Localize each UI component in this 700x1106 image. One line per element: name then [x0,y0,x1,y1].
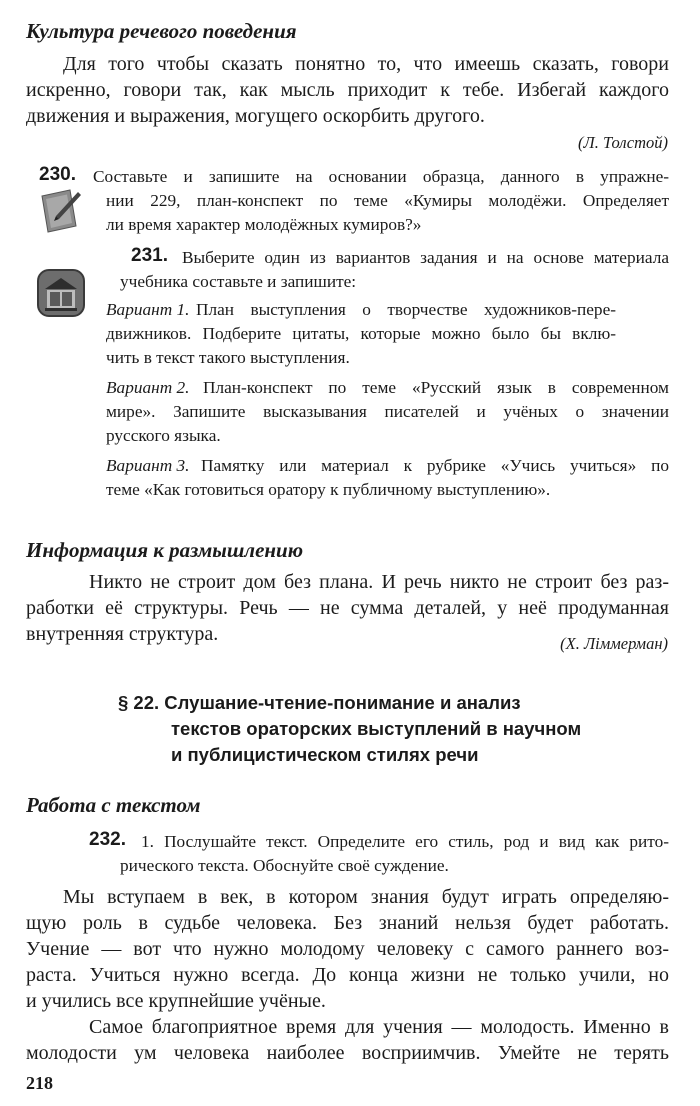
exercise-232-number: 232. [89,829,126,850]
section-heading-text-work: Работа с текстом [26,793,201,817]
pen-notebook-icon [36,186,84,236]
variant-3-line-1: Памятку или материал к рубрике «Учись учиться» по [201,456,669,475]
quote-line-1: Для того чтобы сказать понятно то, что имеешь сказать, говори [63,53,669,75]
quote-line-3: движения и выражения, могущего оскорбить другого. [26,105,485,127]
text-line-5: и учились все крупнейшие учёные. [26,990,326,1012]
variant-3-label: Вариант 3. [106,456,190,475]
text-line-7: молодости ум человека наиболее восприимчив. Умейте не терять [26,1042,669,1064]
info-line-3: внутренняя структура. [26,623,219,645]
exercise-230-line-2: нии 229, план-конспект по теме «Кумиры молодёжи. Определяет [106,191,669,210]
variant-2-line-1: План-конспект по теме «Русский язык в современном [203,378,669,397]
text-line-6: Самое благоприятное время для учения — молодость. Именно в [89,1016,669,1038]
text-line-1: Мы вступаем в век, в котором знания будут играть определяю- [63,886,669,908]
variant-2-line-2: мире». Запишите высказывания писателей и учёных о значении [106,402,669,421]
exercise-232-line-1: 1. Послушайте текст. Определите его стиль, род и вид как рито- [141,832,669,851]
variant-1-line-3: чить в текст такого выступления. [106,348,350,367]
text-line-4: раста. Учиться нужно всегда. До конца жизни не только учили, но [26,964,669,986]
exercise-230-line-1: Составьте и запишите на основании образца, данного в упражне- [93,167,669,186]
paragraph-title-line-3: и публицистическом стилях речи [171,744,479,765]
variant-2-line-3: русского языка. [106,426,221,445]
variant-3-line-2: теме «Как готовиться оратору к публичному выступлению». [106,480,551,499]
variant-2-label: Вариант 2. [106,378,190,397]
exercise-231-line-1: Выберите один из вариантов задания и на основе материала [182,248,669,267]
exercise-231-number: 231. [131,245,168,266]
text-line-2: щую роль в судьбе человека. Без знаний нельзя будет работать. [26,912,669,934]
exercise-232-line-2: рического текста. Обоснуйте своё суждение. [120,856,449,875]
paragraph-title-line-1: § 22. Слушание-чтение-понимание и анализ [118,692,521,713]
exercise-230-number: 230. [39,164,76,185]
variant-1-line-2: движников. Подберите цитаты, которые можно было бы вклю- [106,324,616,343]
paragraph-title-line-2: текстов ораторских выступлений в научном [171,718,582,739]
section-heading-speech-culture: Культура речевого поведения [26,19,297,43]
info-line-1: Никто не строит дом без плана. И речь никто не строит без раз- [89,571,669,593]
text-line-3: Учение — вот что нужно молодому человеку с самого раннего воз- [26,938,669,960]
page-number: 218 [26,1073,53,1093]
section-heading-food-for-thought: Информация к размышлению [26,538,304,562]
info-line-2: работки её структуры. Речь — не сумма деталей, у неё продуманная [26,597,669,619]
quote-line-2: искренно, говори так, как мысль приходит к тебе. Избегай каждого [26,79,669,101]
exercise-231-line-2: учебника составьте и запишите: [120,272,357,291]
book-icon [37,269,85,317]
info-attribution: (Х. Ліммерман) [560,634,668,653]
exercise-230-line-3: ли время характер молодёжных кумиров?» [106,215,422,234]
quote-attribution: (Л. Толстой) [578,133,668,152]
variant-1-label: Вариант 1. [106,300,190,319]
variant-1-line-1: План выступления о творчестве художников-пере- [196,300,616,319]
